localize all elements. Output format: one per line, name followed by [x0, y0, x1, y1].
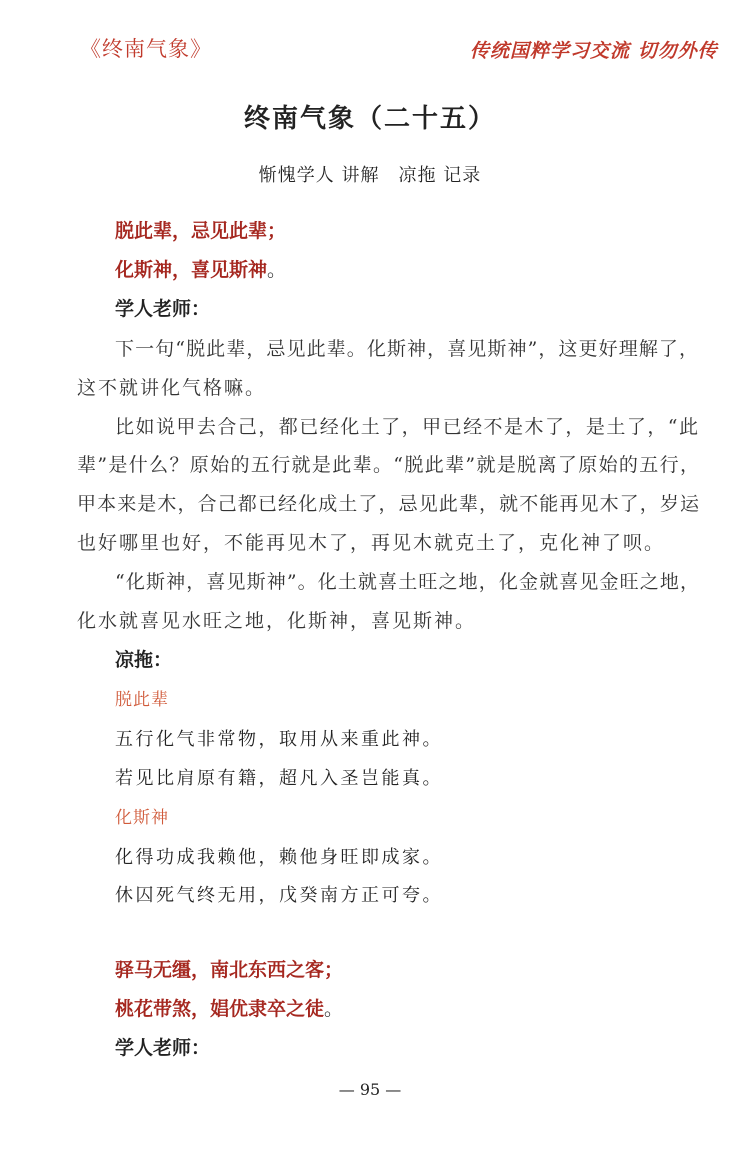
- verse-line: [115, 996, 343, 1022]
- paragraph-line: 这不就讲化气格嘛。: [77, 377, 267, 399]
- paragraph-line: 化水就喜见水旺之地，化斯神，喜见斯神。: [77, 610, 477, 632]
- paragraph-line: 下一句“脱此辈，忌见此辈。化斯神，喜见斯神”，这更好理解了，: [115, 338, 699, 360]
- paragraph-line: 比如说甲去合己，都已经化土了，甲已经不是木了，是土了，“此: [115, 416, 699, 438]
- poem-line: 休囚死气终无用，戊癸南方正可夸。: [115, 885, 443, 906]
- poem-line: 五行化气非常物，取用从来重此神。: [115, 729, 443, 750]
- paragraph-line: “化斯神，喜见斯神”。化土就喜土旺之地，化金就喜见金旺之地，: [115, 571, 699, 593]
- verse-punctuation: 。: [267, 259, 287, 281]
- speaker-label: 学人老师：: [115, 298, 211, 320]
- poem-title: 脱此辈: [115, 690, 169, 710]
- speaker-label: 学人老师：: [115, 1037, 211, 1059]
- verse-line: 驿马无缰，南北东西之客；: [115, 959, 344, 981]
- poem-title: 化斯神: [115, 808, 169, 828]
- paragraph-line: 辈”是什么？原始的五行就是此辈。“脱此辈”就是脱离了原始的五行，: [77, 454, 699, 476]
- page-number: — 95 —: [338, 1080, 402, 1099]
- article-byline: 惭愧学人 讲解 凉拖 记录: [258, 165, 482, 186]
- verse-text: 桃花带煞，娼优隶卒之徒: [115, 998, 325, 1020]
- poem-line: 若见比肩原有籍，超凡入圣岂能真。: [115, 768, 443, 789]
- paragraph-line: 也好哪里也好，不能再见木了，再见木就克土了，克化神了呗。: [77, 532, 666, 554]
- header-motto: 传统国粹学习交流 切勿外传: [470, 40, 718, 62]
- article-title: 终南气象（二十五）: [243, 104, 496, 134]
- paragraph-line: 甲本来是木，合己都已经化成土了，忌见此辈，就不能再见木了，岁运: [77, 493, 699, 515]
- speaker-label: 凉拖：: [115, 649, 173, 671]
- verse-line: [115, 257, 286, 283]
- header-book-title: 《终南气象》: [80, 37, 212, 61]
- verse-text: 化斯神，喜见斯神: [115, 259, 268, 281]
- verse-line: 脱此辈，忌见此辈；: [115, 220, 287, 242]
- poem-line: 化得功成我赖他，赖他身旺即成家。: [115, 847, 443, 868]
- verse-punctuation: 。: [324, 998, 344, 1020]
